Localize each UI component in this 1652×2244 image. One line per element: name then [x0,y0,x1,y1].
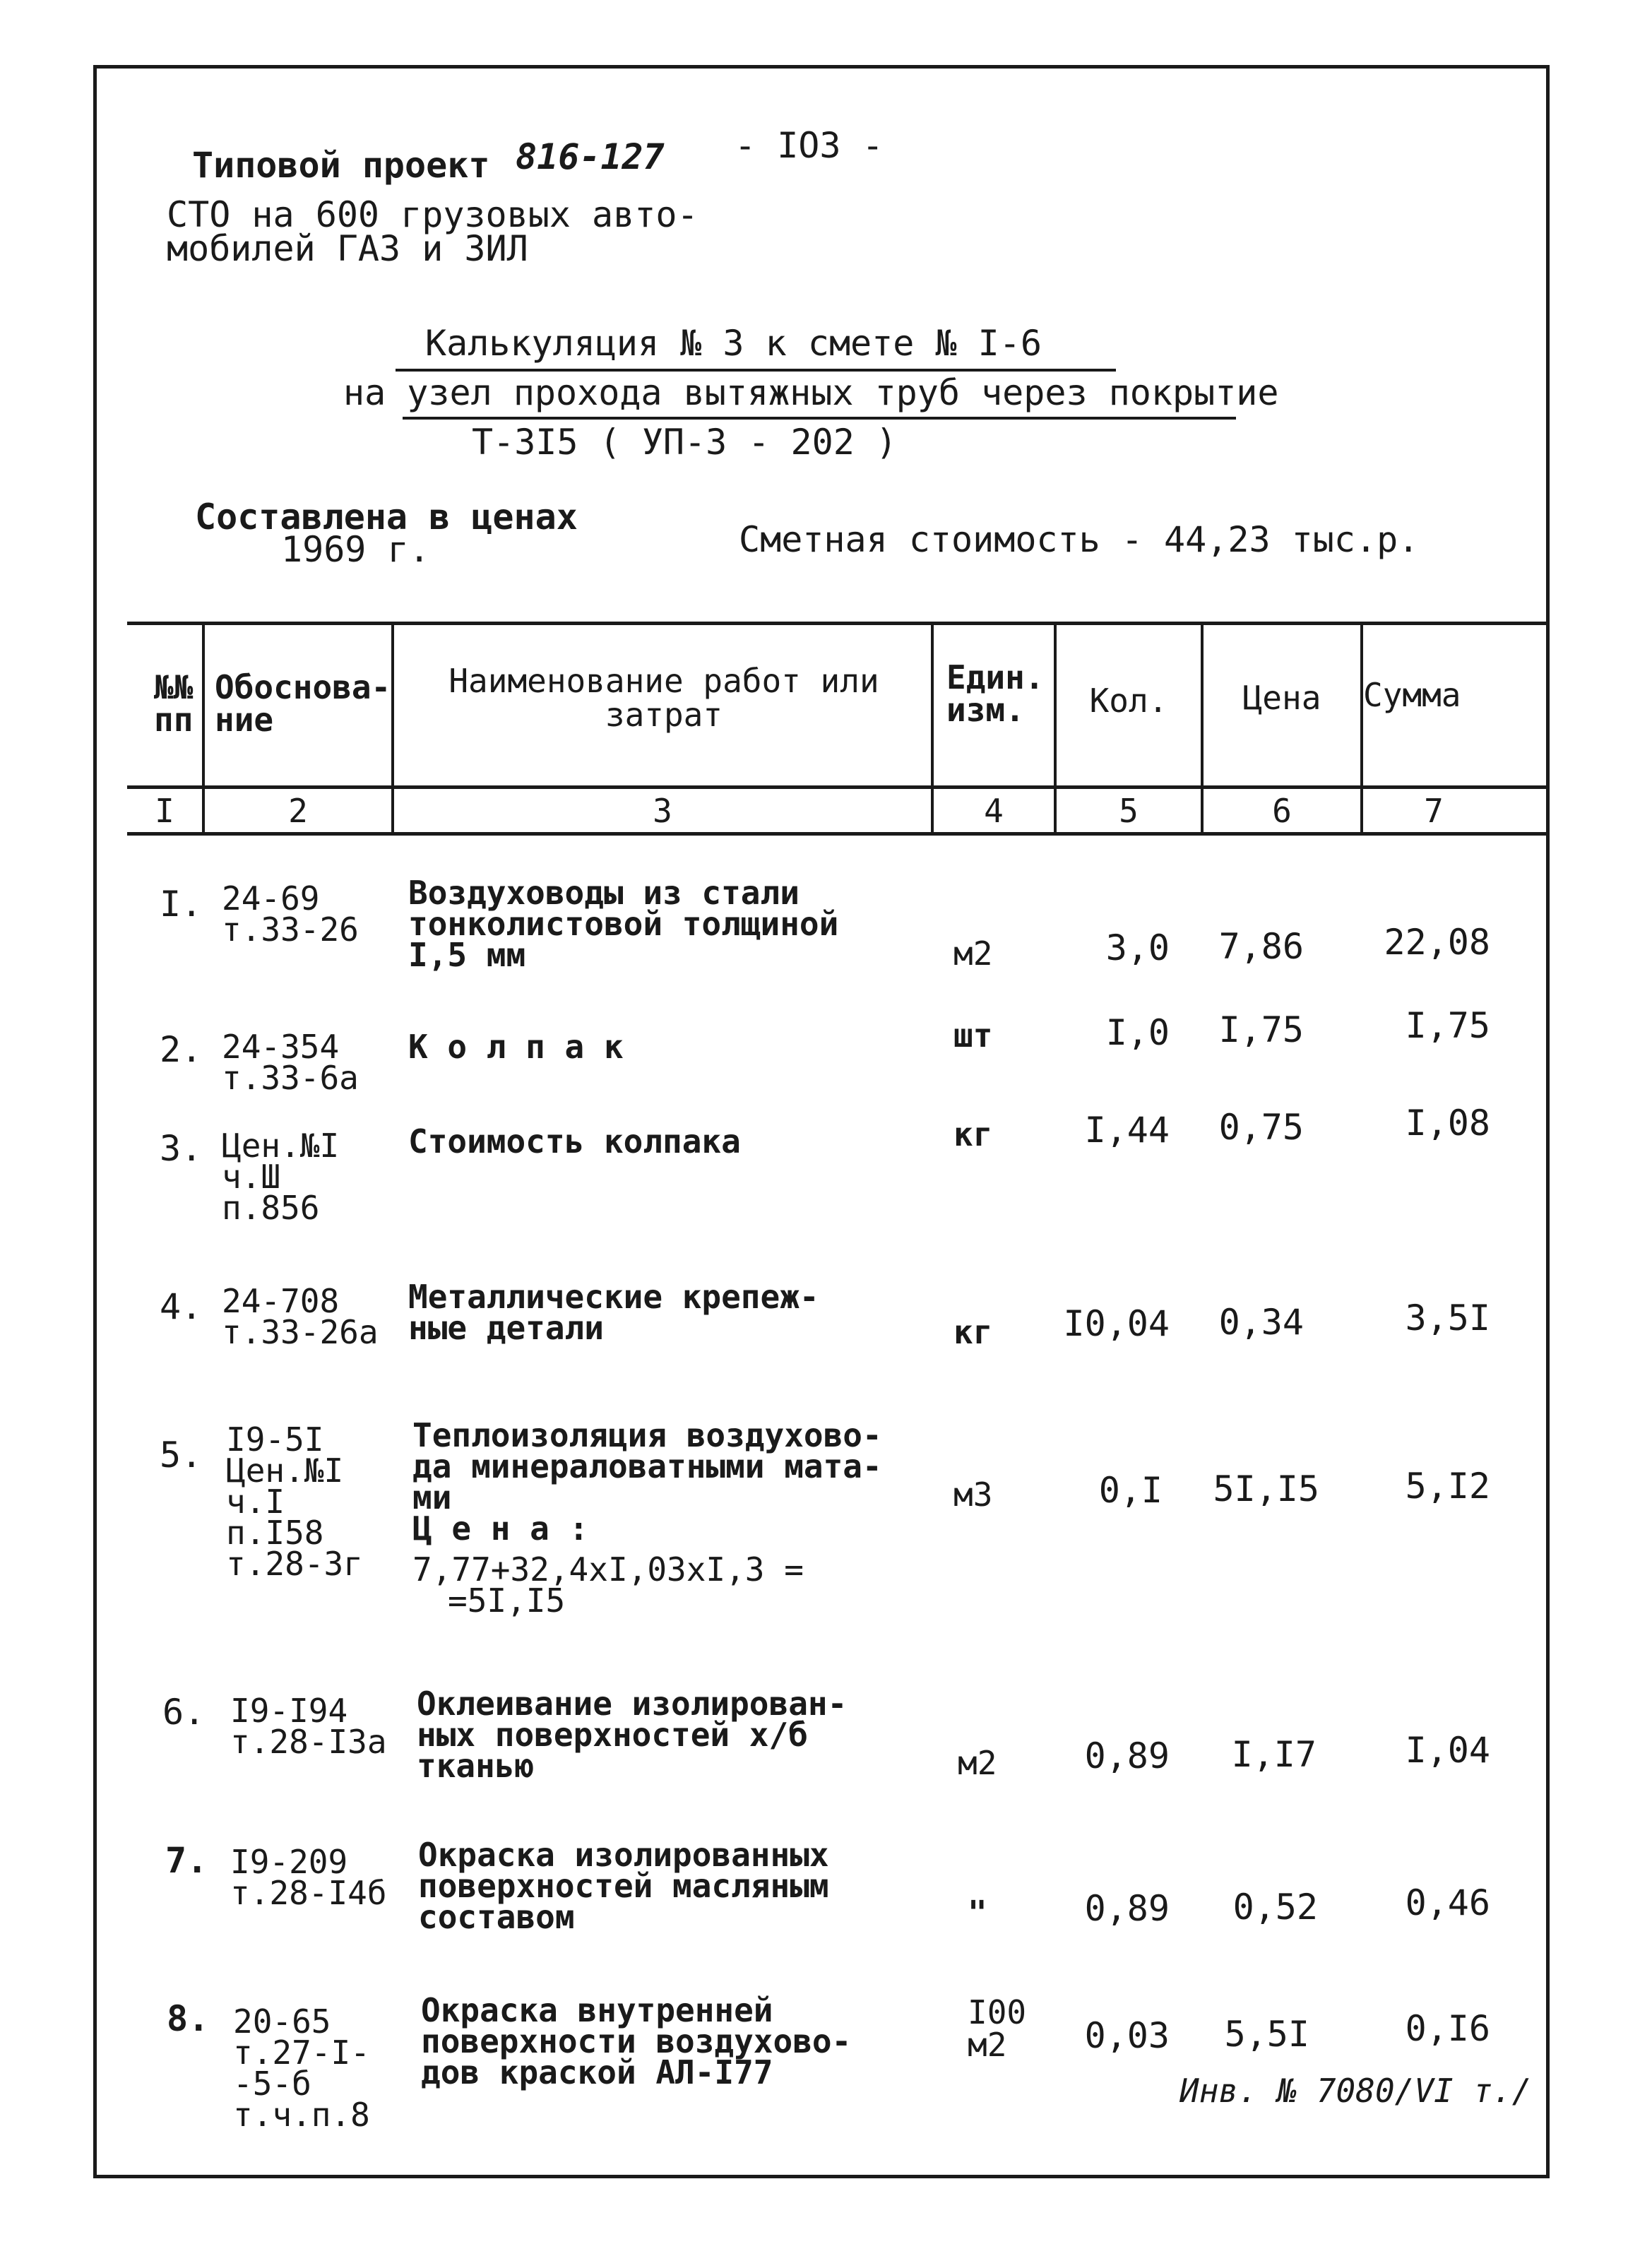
row5-sum: 5,I2 [1405,1466,1490,1507]
th-unit: Един. изм. [946,658,1045,729]
th-num: №№ пп [154,668,194,739]
row8-qty: 0,03 [1084,2015,1170,2056]
row8-unit: I00 м2 [968,1993,1027,2064]
row6-qty: 0,89 [1084,1735,1170,1776]
row8-price: 5,5I [1224,2014,1309,2055]
row3-basis: Цен.№I ч.Ш п.856 [222,1127,340,1227]
prices-line1: Составлена в ценах [195,497,578,538]
col-index-1: I [155,792,174,830]
th-name: Наименование работ или затрат [448,662,879,734]
row2-sum: I,75 [1405,1005,1490,1046]
row1-name: Воздуховоды из стали тонколистовой толщиной I,5 мм [408,874,839,974]
row3-name: Стоимость колпака [408,1122,741,1160]
th-sum: Сумма [1363,676,1461,714]
row7-num: 7. [165,1840,208,1881]
col-index-5: 5 [1119,792,1139,830]
page-number: - IO3 - [735,125,884,166]
row1-num: I. [160,884,203,925]
row4-num: 4. [160,1286,203,1327]
project-label: Типовой проект [192,145,490,186]
col-index-4: 4 [984,792,1004,830]
th-basis: Обоснова- ние [215,668,391,739]
title-underline-1 [396,369,1116,372]
title-line2: на узел прохода вытяжных труб через покрытие [343,372,1279,413]
row1-price: 7,86 [1218,926,1304,967]
project-number: 816-127 [516,136,665,177]
row4-price: 0,34 [1218,1302,1304,1343]
row8-num: 8. [167,1998,210,2039]
row2-price: I,75 [1218,1009,1304,1050]
row4-qty: I0,04 [1063,1303,1170,1344]
row3-unit: кг [953,1115,993,1153]
title-line3: Т-3I5 ( УП-3 - 202 ) [472,422,898,463]
row1-unit: м2 [953,934,993,973]
row7-name: Окраска изолированных поверхностей масляным составом [418,1836,829,1936]
col-index-6: 6 [1272,792,1292,830]
row5-num: 5. [160,1435,203,1476]
row7-price: 0,52 [1232,1887,1318,1928]
title-line1: Калькуляция № 3 к смете № I-6 [425,323,1042,364]
row5-unit: м3 [953,1476,993,1514]
row8-name: Окраска внутренней поверхности воздухово- дов краской АЛ-I77 [421,1991,852,2091]
row1-basis: 24-69 т.33-26 [222,879,359,949]
row2-unit: шт [953,1016,993,1055]
row6-name: Оклеивание изолирован- ных поверхностей х/б тканью [417,1685,848,1785]
row6-basis: I9-I94 т.28-I3а [230,1692,387,1761]
row6-unit: м2 [958,1744,997,1782]
row8-sum: 0,I6 [1405,2008,1490,2049]
row2-name: К о л п а к [408,1028,624,1066]
row7-sum: 0,46 [1405,1882,1490,1923]
table-top-line [127,622,1550,625]
title-underline-2 [403,417,1236,420]
col-index-7: 7 [1424,792,1444,830]
row3-qty: I,44 [1084,1110,1170,1151]
th-price: Цена [1242,679,1321,717]
row5-name: Теплоизоляция воздухово- да минераловатными мата- ми Ц е н а : 7,77+32,4хI,03хI,3 = =5I,I5 [412,1416,882,1620]
row5-qty: 0,I [1098,1470,1163,1511]
row3-sum: I,08 [1405,1103,1490,1144]
table-index-bottom-line [127,832,1550,836]
row6-price: I,I7 [1231,1734,1317,1775]
row2-qty: I,0 [1105,1012,1170,1053]
estimated-cost: Сметная стоимость - 44,23 тыс.р. [739,519,1420,560]
row1-sum: 22,08 [1384,922,1490,963]
row7-qty: 0,89 [1084,1888,1170,1929]
row7-unit: " [968,1894,987,1932]
row1-qty: 3,0 [1105,927,1170,968]
row3-price: 0,75 [1218,1107,1304,1148]
row3-num: 3. [160,1128,203,1169]
row4-sum: 3,5I [1405,1298,1490,1338]
th-qty: Кол. [1089,682,1168,720]
row5-price: 5I,I5 [1213,1468,1319,1509]
col-index-3: 3 [653,792,672,830]
inventory-number: Инв. № 7080/VI т./ [1179,2072,1532,2110]
project-desc-line1: СТО на 600 грузовых авто- [167,194,699,235]
row2-basis: 24-354 т.33-6а [222,1028,359,1097]
row4-name: Металлические крепеж- ные детали [408,1278,819,1347]
project-desc-line2: мобилей ГАЗ и ЗИЛ [167,228,528,269]
prices-line2: 1969 г. [281,529,430,570]
row4-unit: кг [953,1313,993,1351]
row6-sum: I,04 [1405,1730,1490,1771]
col-index-2: 2 [288,792,308,830]
row4-basis: 24-708 т.33-26а [222,1282,379,1351]
row2-num: 2. [160,1029,203,1070]
row5-basis: I9-5I Цен.№I ч.I п.I58 т.28-3г [226,1420,363,1583]
row7-basis: I9-209 т.28-I4б [230,1843,387,1912]
row6-num: 6. [162,1692,206,1733]
table-header-bottom-line [127,785,1550,789]
row8-basis: 20-65 т.27-I- -5-б т.ч.п.8 [233,2002,370,2134]
